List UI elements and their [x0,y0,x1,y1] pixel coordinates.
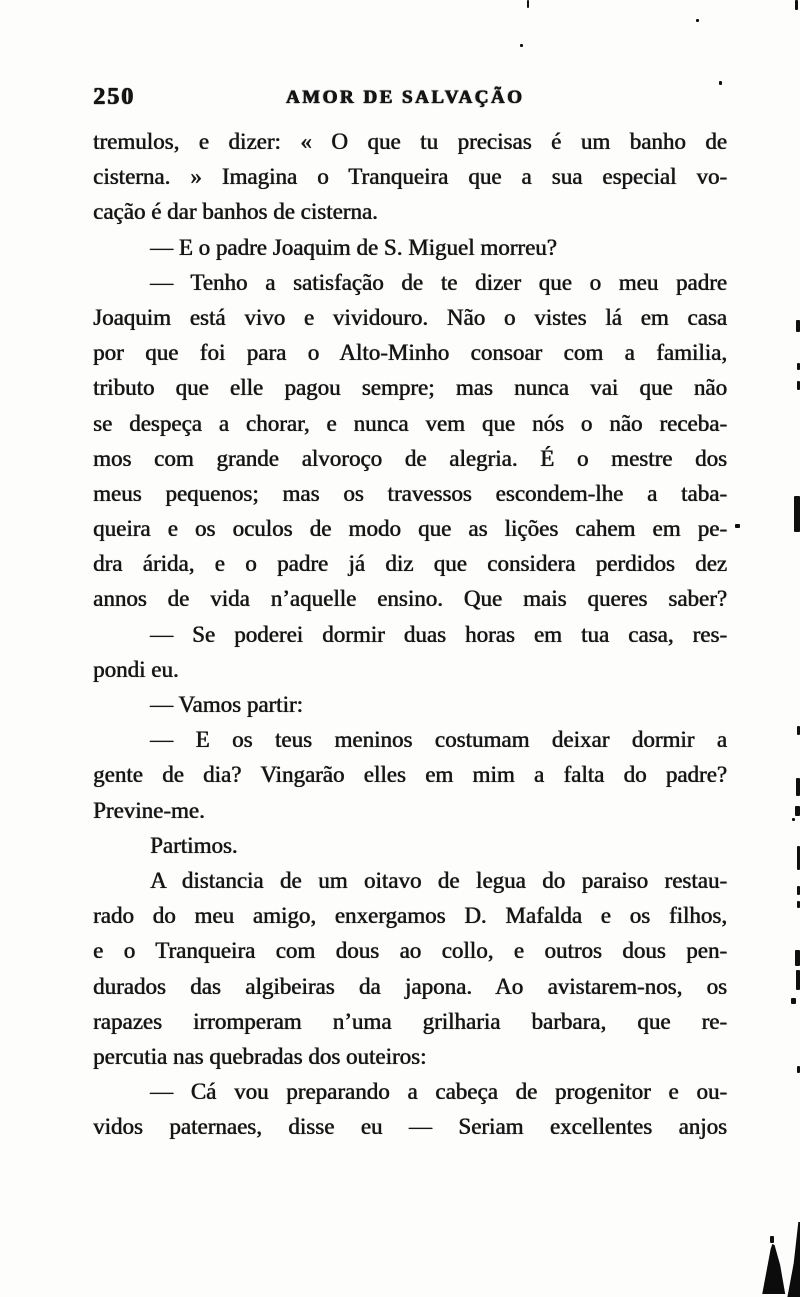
page-number: 250 [93,84,135,110]
scan-artifact [696,19,699,22]
text-line: cação é dar banhos de cisterna. [93,199,378,225]
scan-artifact [527,0,529,8]
text-line: — E os teus meninos costumam deixar dormir a [150,727,727,753]
text-line: vidos paternaes, disse eu — Seriam excellentes anjos [93,1114,727,1140]
text-line: — Vamos partir: [150,692,303,717]
text-block [93,124,727,1144]
scan-artifact [520,44,523,47]
text-line: durados das algibeiras da japona. Ao avistarem-nos, os [93,973,727,999]
text-line: — Tenho a satisfação de te dizer que o meu padre [150,269,727,295]
text-line: pondi eu. [93,656,179,682]
text-line: meus pequenos; mas os travessos escondem-lhe a taba- [93,480,727,506]
scan-artifact [792,818,795,821]
text-line: dra árida, e o padre já diz que considera perdidos dez [93,551,727,577]
text-line: e o Tranqueira com dous ao collo, e outros dous pen- [93,938,727,964]
scan-artifact [770,1236,774,1243]
text-line: cisterna. » Imagina o Tranqueira que a sua especial vo- [93,164,727,190]
text-line: Joaquim está vivo e vividouro. Não o vistes lá em casa [93,304,727,330]
ink-blob [760,1244,788,1294]
text-line: rapazes irromperam n’uma grilharia barbara, que re- [93,1008,727,1034]
ink-blob [786,1222,800,1297]
scan-artifact [796,778,800,796]
text-line: mos com grande alvoroço de alegria. É o mestre dos [93,445,727,471]
text-line: — E o padre Joaquim de S. Miguel morreu? [150,234,557,260]
page-header [93,84,727,114]
text-line: percutia nas quebradas dos outeiros: [93,1043,427,1069]
text-line: Previne-me. [93,797,205,823]
text-line: por que foi para o Alto-Minho consoar com a familia, [93,340,727,366]
text-line: — Se poderei dormir duas horas em tua casa, res- [150,621,727,647]
text-line: — Cá vou preparando a cabeça de progenitor e ou- [150,1079,727,1105]
scan-artifact [795,806,800,816]
scan-artifact [794,496,800,532]
scan-artifact [719,81,722,85]
text-line: gente de dia? Vingarão elles em mim a falta do padre? [93,762,727,788]
running-title: AMOR DE SALVAÇÃO [285,87,525,108]
text-line: annos de vida n’aquelle ensino. Que mais queres saber? [93,586,727,612]
scan-artifact [796,970,800,990]
text-line: tributo que elle pagou sempre; mas nunca vai que não [93,375,727,401]
scan-artifact [735,524,740,528]
text-line: se despeça a chorar, e nunca vem que nós o não receba- [93,410,727,436]
scan-artifact [796,320,800,332]
scan-artifact [795,0,798,10]
scan-artifact [791,998,796,1004]
text-line: rado do meu amigo, enxergamos D. Mafalda e os filhos, [93,903,727,929]
scan-artifact [795,950,800,966]
text-line: A distancia de um oitavo de legua do paraiso restau- [150,867,727,893]
text-line: queira e os oculos de modo que as lições cahem em pe- [93,516,727,542]
text-line: Partimos. [150,832,238,858]
text-line: tremulos, e dizer: « O que tu precisas é um banho de [93,129,727,154]
